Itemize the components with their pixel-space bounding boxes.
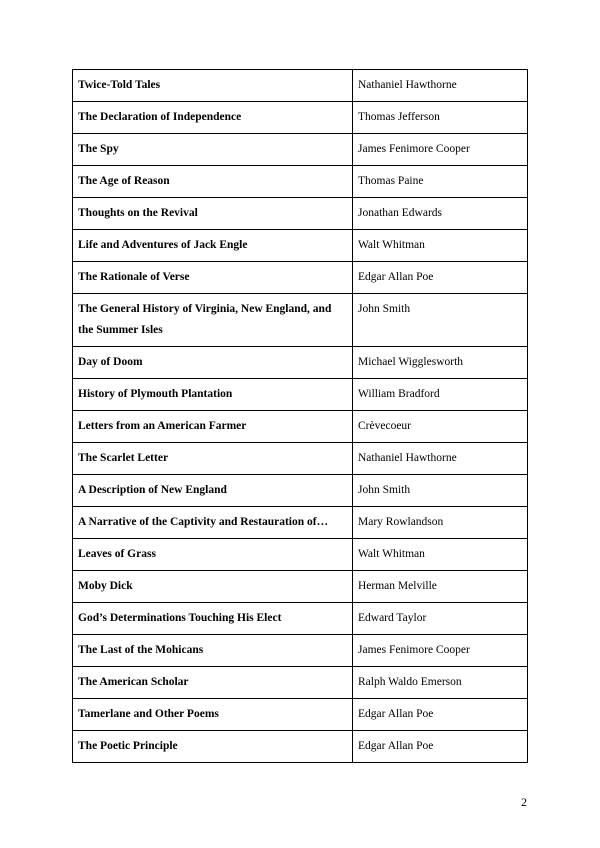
work-title: A Description of New England [73, 475, 353, 507]
works-table [72, 69, 528, 763]
work-author: Edgar Allan Poe [353, 262, 528, 294]
table-row [73, 699, 528, 731]
table-row [73, 198, 528, 230]
work-title: Letters from an American Farmer [73, 411, 353, 443]
page-number: 2 [521, 795, 527, 809]
work-author: Thomas Paine [353, 166, 528, 198]
table-row [73, 731, 528, 763]
work-title: The Poetic Principle [73, 731, 353, 763]
table-row [73, 475, 528, 507]
work-author: James Fenimore Cooper [353, 134, 528, 166]
work-title: Leaves of Grass [73, 539, 353, 571]
work-title: Thoughts on the Revival [73, 198, 353, 230]
table-row [73, 571, 528, 603]
table-row [73, 539, 528, 571]
table-row [73, 667, 528, 699]
work-author: Nathaniel Hawthorne [353, 443, 528, 475]
work-author: John Smith [353, 294, 528, 347]
work-author: Edward Taylor [353, 603, 528, 635]
work-title: God’s Determinations Touching His Elect [73, 603, 353, 635]
work-author: Mary Rowlandson [353, 507, 528, 539]
work-title: A Narrative of the Captivity and Restauration of… [73, 507, 353, 539]
work-author: Ralph Waldo Emerson [353, 667, 528, 699]
table-row [73, 134, 528, 166]
work-author: Herman Melville [353, 571, 528, 603]
work-author: Michael Wigglesworth [353, 347, 528, 379]
work-author: Crèvecoeur [353, 411, 528, 443]
table-row [73, 347, 528, 379]
work-title: History of Plymouth Plantation [73, 379, 353, 411]
work-author: James Fenimore Cooper [353, 635, 528, 667]
table-row [73, 603, 528, 635]
work-author: Nathaniel Hawthorne [353, 70, 528, 102]
work-title: Twice-Told Tales [73, 70, 353, 102]
work-title: The Scarlet Letter [73, 443, 353, 475]
work-title: The Spy [73, 134, 353, 166]
table-row [73, 70, 528, 102]
work-author: John Smith [353, 475, 528, 507]
work-title: The Declaration of Independence [73, 102, 353, 134]
table-row [73, 230, 528, 262]
table-row [73, 102, 528, 134]
table-row [73, 262, 528, 294]
work-title: The American Scholar [73, 667, 353, 699]
work-title: The General History of Virginia, New England, and the Summer Isles [73, 294, 353, 347]
work-title: Life and Adventures of Jack Engle [73, 230, 353, 262]
table-row [73, 507, 528, 539]
work-author: Walt Whitman [353, 539, 528, 571]
works-table-body [73, 70, 528, 763]
table-row [73, 166, 528, 198]
work-author: Edgar Allan Poe [353, 699, 528, 731]
table-row [73, 379, 528, 411]
work-author: Walt Whitman [353, 230, 528, 262]
table-row [73, 443, 528, 475]
work-title: Moby Dick [73, 571, 353, 603]
work-author: Thomas Jefferson [353, 102, 528, 134]
work-title: The Age of Reason [73, 166, 353, 198]
work-title: The Rationale of Verse [73, 262, 353, 294]
work-title: Tamerlane and Other Poems [73, 699, 353, 731]
work-author: William Bradford [353, 379, 528, 411]
table-row [73, 411, 528, 443]
table-row [73, 294, 528, 347]
work-title: Day of Doom [73, 347, 353, 379]
work-author: Edgar Allan Poe [353, 731, 528, 763]
work-author: Jonathan Edwards [353, 198, 528, 230]
table-row [73, 635, 528, 667]
work-title: The Last of the Mohicans [73, 635, 353, 667]
